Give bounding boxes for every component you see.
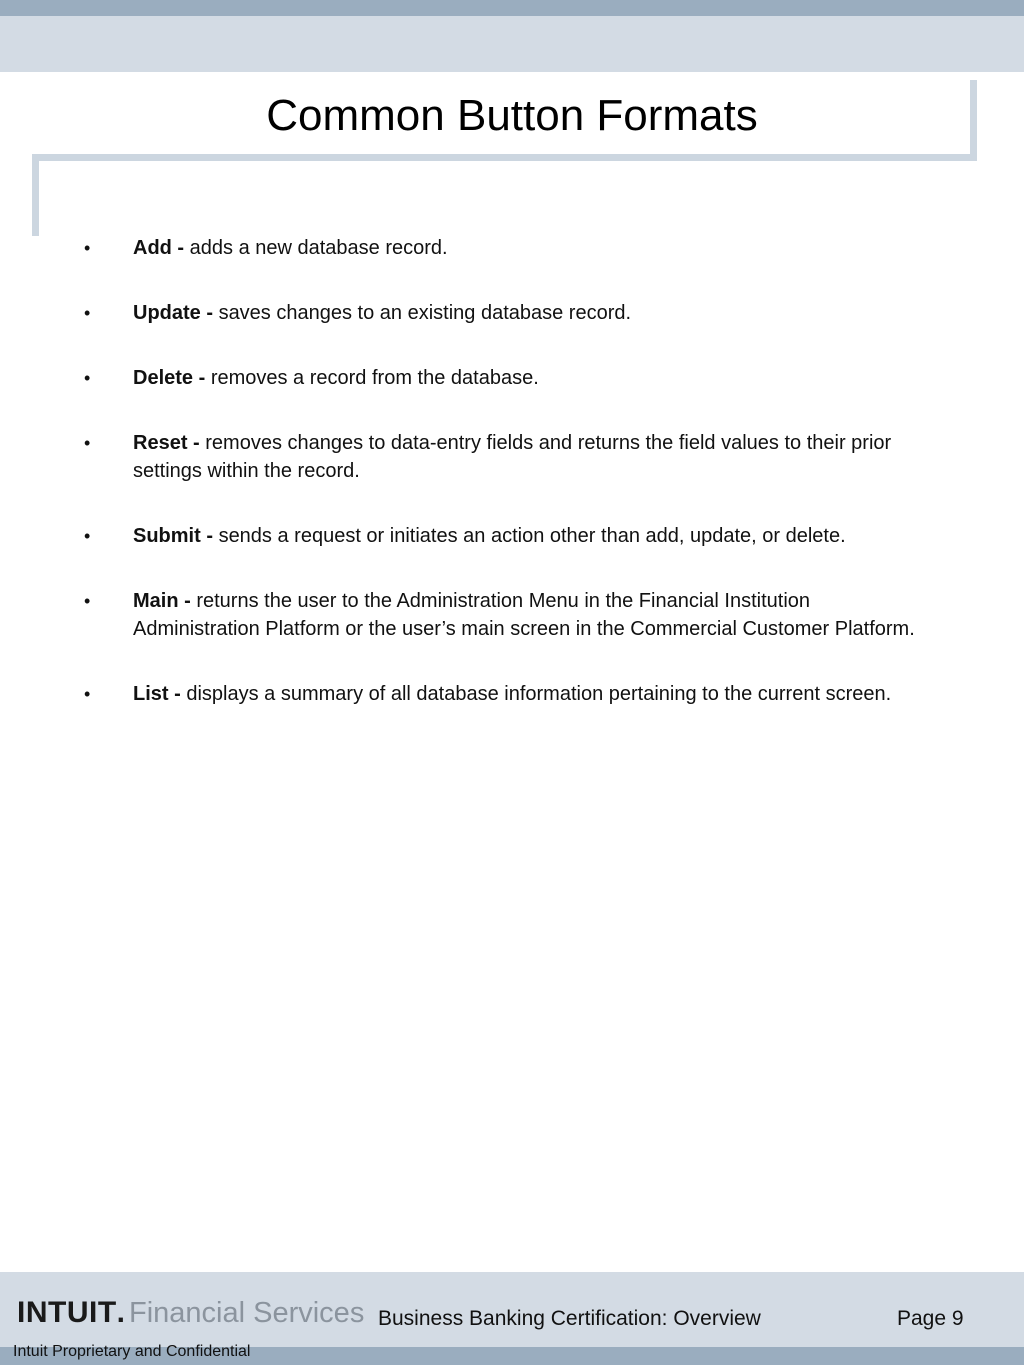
page-number: Page 9	[897, 1307, 964, 1330]
list-item-add	[0, 234, 1024, 262]
title-frame-left	[32, 154, 39, 236]
bullet-icon: •	[84, 433, 91, 453]
bullet-text: sends a request or initiates an action other than add, update, or delete.	[218, 525, 846, 547]
bullet-term: List -	[133, 683, 181, 705]
bullet-icon: •	[84, 526, 91, 546]
list-item-submit	[0, 522, 1024, 550]
list-item-delete	[0, 364, 1024, 392]
list-item-main	[0, 587, 1024, 643]
logo-dot: .	[116, 1296, 125, 1329]
bullet-icon: •	[84, 591, 91, 611]
bullet-icon: •	[84, 684, 91, 704]
bullet-text: adds a new database record.	[189, 237, 448, 259]
bullet-term: Delete -	[133, 367, 206, 389]
footer-course-title: Business Banking Certification: Overview	[378, 1307, 761, 1330]
intuit-financial-services-logo	[17, 1296, 364, 1330]
title-frame-bottom	[32, 154, 977, 161]
bullet-text: returns the user to the Administration Menu in the Financial Institution Administration Platform or the user’s main screen in the Commercial Customer Platform.	[133, 590, 915, 640]
header-band	[0, 0, 1024, 16]
bullet-term: Main -	[133, 590, 191, 612]
list-item-update	[0, 299, 1024, 327]
bullet-text: removes a record from the database.	[210, 367, 539, 389]
button-formats-list	[0, 234, 1024, 745]
bullet-term: Submit -	[133, 525, 213, 547]
bullet-term: Reset -	[133, 432, 200, 454]
bullet-text: displays a summary of all database information pertaining to the current screen.	[186, 683, 892, 705]
bullet-term: Add -	[133, 237, 185, 259]
bullet-icon: •	[84, 368, 91, 388]
header-strip	[0, 16, 1024, 72]
bullet-text: removes changes to data-entry fields and returns the field values to their prior settings within the record.	[133, 432, 892, 482]
bullet-text: saves changes to an existing database record.	[218, 302, 632, 324]
bullet-icon: •	[84, 303, 91, 323]
list-item-list	[0, 680, 1024, 708]
page-title: Common Button Formats	[266, 91, 758, 140]
list-item-reset	[0, 429, 1024, 485]
bullet-term: Update -	[133, 302, 213, 324]
logo-financial-services: Financial Services	[129, 1297, 365, 1329]
confidentiality-notice: Intuit Proprietary and Confidential	[13, 1343, 251, 1360]
logo-intuit-wordmark: INTUIT	[17, 1296, 117, 1329]
bullet-icon: •	[84, 238, 91, 258]
